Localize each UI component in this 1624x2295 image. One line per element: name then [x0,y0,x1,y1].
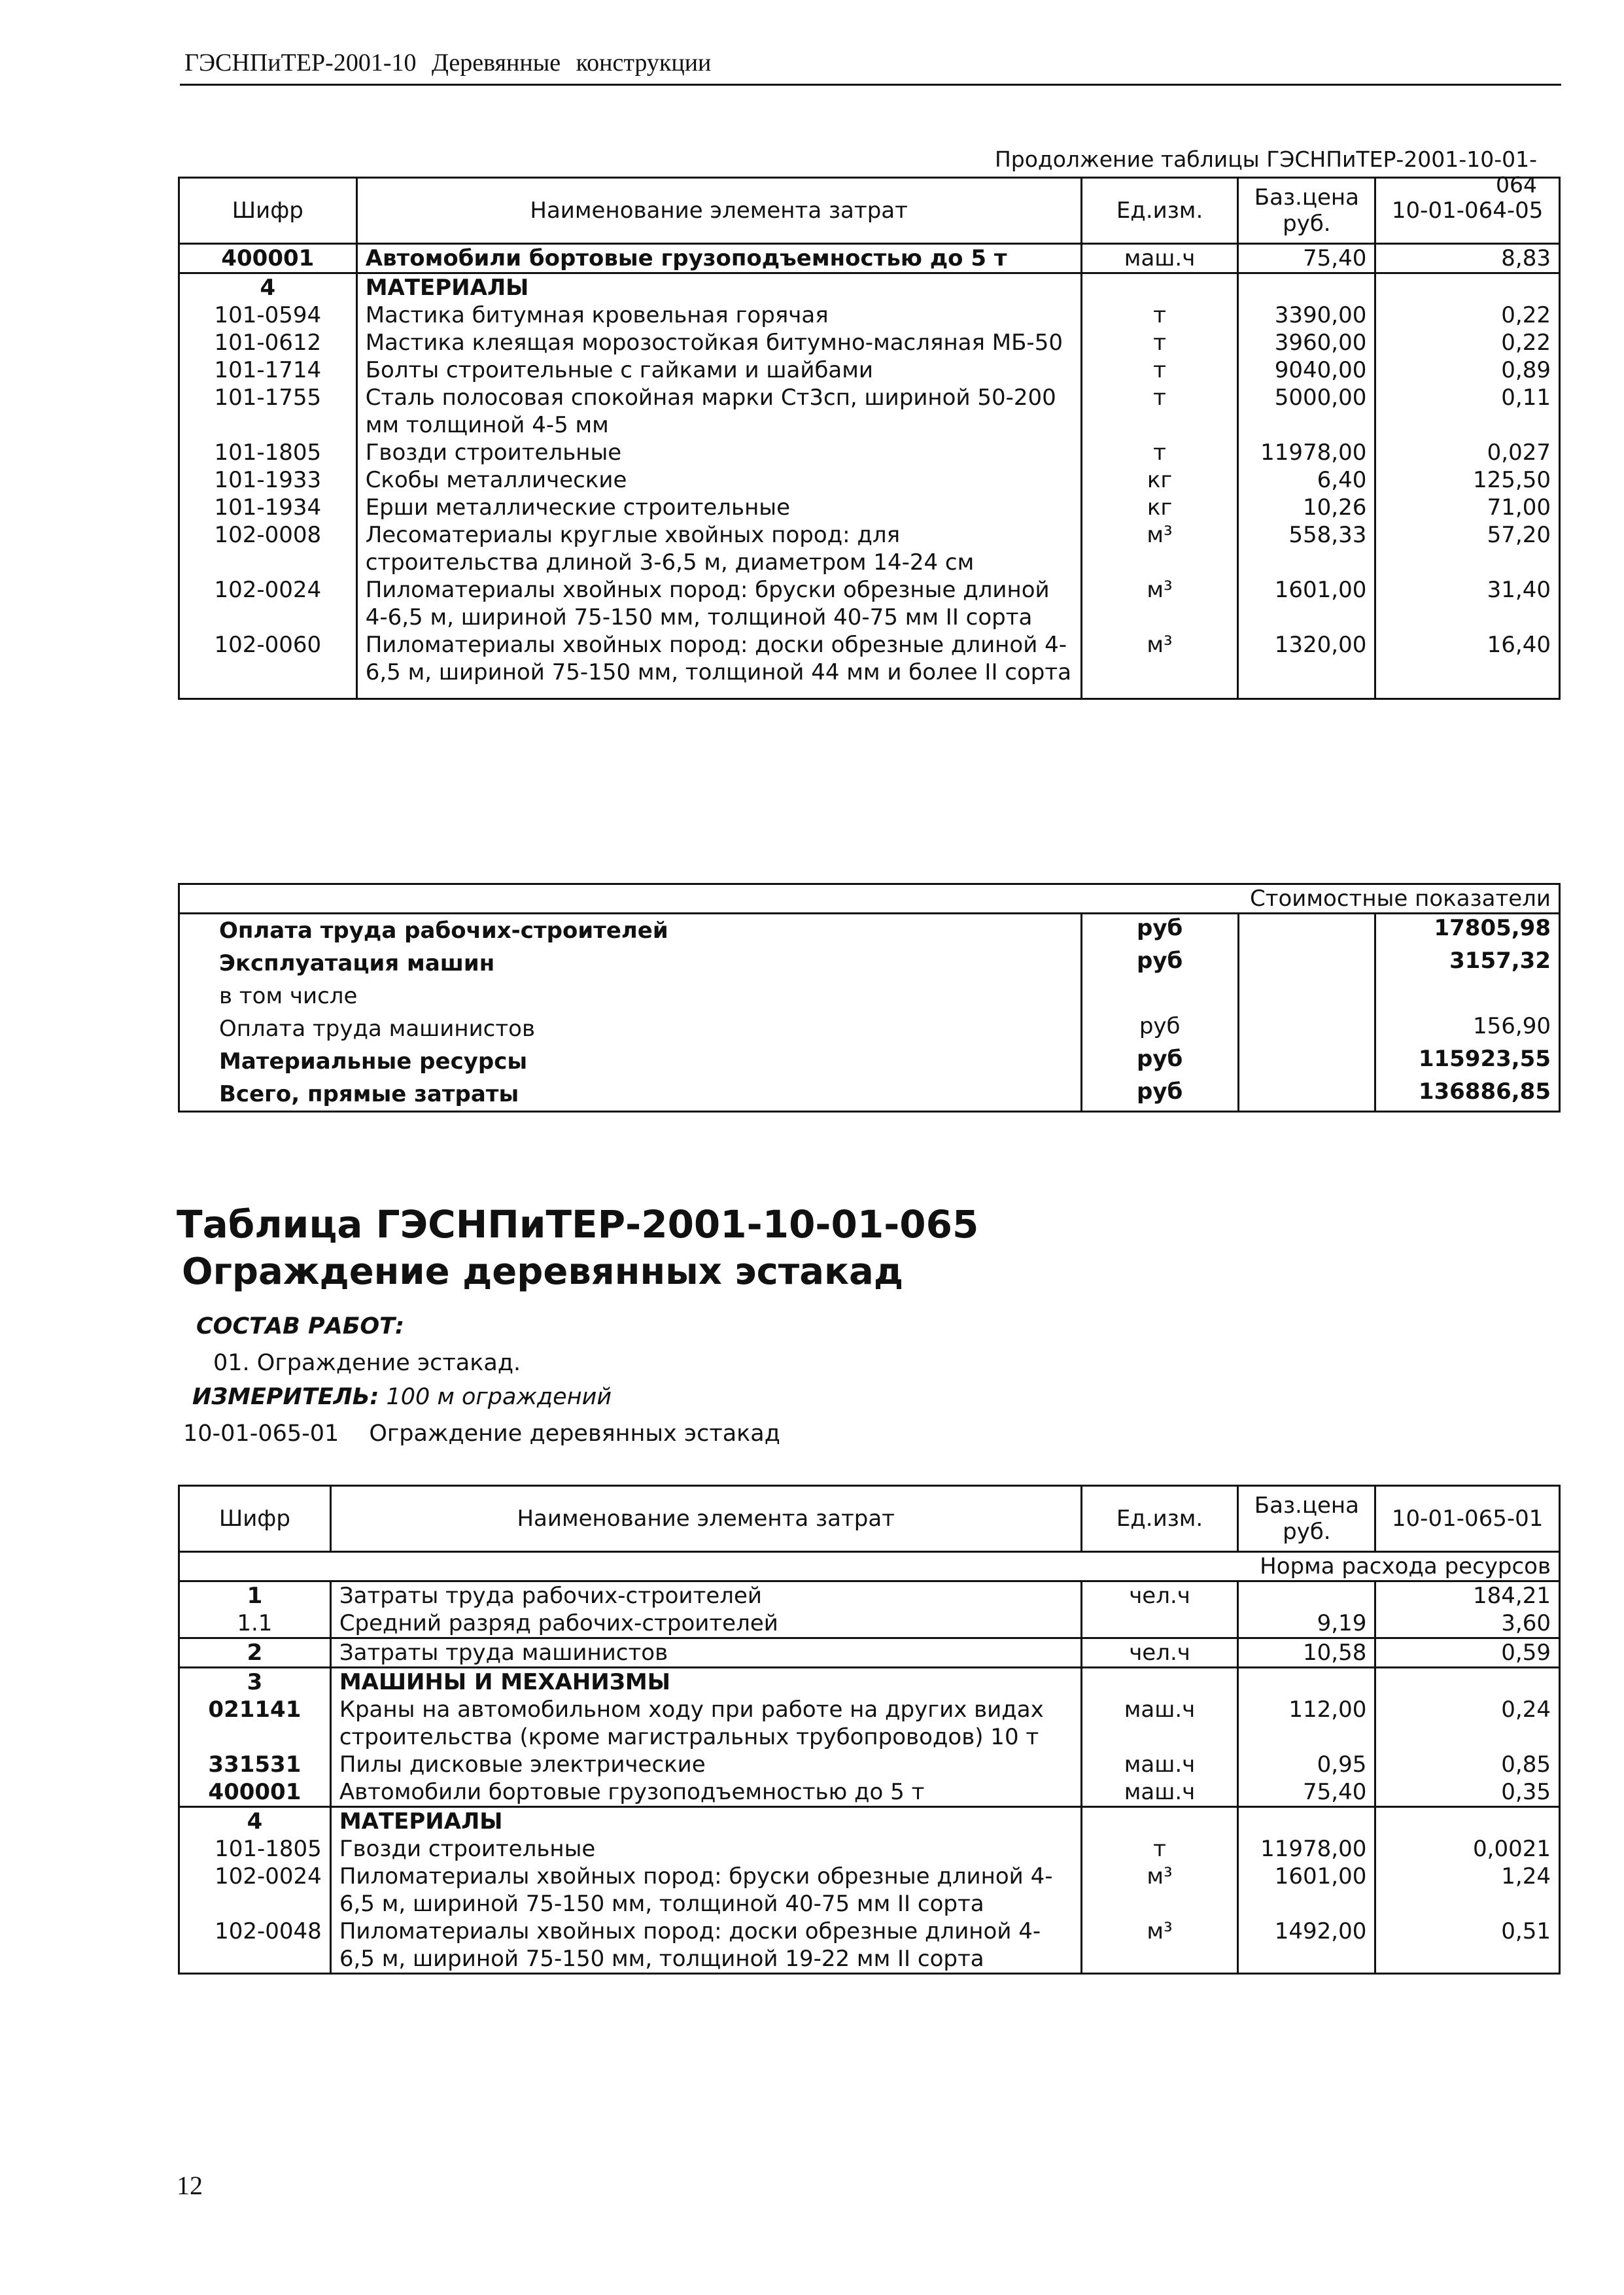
row-code: 101-1933 [214,467,322,493]
row-unit: м³ [1081,631,1238,699]
row-name: Средний разряд рабочих-строителей [330,1610,1081,1638]
row-name: Мастика битумная кровельная горячая [356,302,1081,329]
cost-label: Эксплуатация машин [219,950,495,976]
table-title: Таблица ГЭСНПиТЕР-2001-10-01-065 [177,1202,979,1247]
cost-row [179,1012,1560,1045]
row-value: 0,35 [1375,1778,1560,1807]
cost-unit: руб [1081,947,1238,980]
row-value: 0,22 [1375,302,1560,329]
row-price: 1601,00 [1238,1863,1375,1918]
row-name: Пиломатериалы хвойных пород: доски обрезные длиной 4-6,5 м, шириной 75-150 мм, толщиной 44 мм и более II сорта [356,631,1081,699]
row-name: Сталь полосовая спокойная марки Ст3сп, шириной 50-200 мм толщиной 4-5 мм [356,384,1081,439]
row-unit: т [1081,1835,1238,1863]
row-code: 3 [179,1668,331,1697]
table-row [179,1668,1560,1697]
row-value: 0,59 [1375,1638,1560,1668]
cost-label: Всего, прямые затраты [219,1081,519,1107]
row-name: МАТЕРИАЛЫ [330,1807,1081,1836]
row-code: 331531 [208,1751,302,1778]
row-unit: маш.ч [1081,1778,1238,1807]
table-row [179,494,1560,521]
row-unit [1081,1807,1238,1836]
row-price: 10,58 [1238,1638,1375,1668]
table-row [179,466,1560,494]
row-price: 5000,00 [1238,384,1375,439]
row-price [1238,1581,1375,1610]
row-unit: т [1081,439,1238,466]
row-value: 0,24 [1375,1696,1560,1751]
row-code: 102-0024 [214,577,322,603]
header-code: Шифр [179,1486,331,1552]
row-price: 3960,00 [1238,329,1375,356]
cost-row [179,914,1560,948]
measure-line [192,1384,612,1410]
row-value: 8,83 [1375,244,1560,273]
row-name: Автомобили бортовые грузоподъемностью до 5 т [356,244,1081,273]
cost-value [1375,980,1560,1012]
row-code: 101-1714 [214,357,322,383]
table-row [179,439,1560,466]
row-value: 0,89 [1375,356,1560,384]
row-price: 9040,00 [1238,356,1375,384]
table-064-continuation [178,177,1561,700]
row-name: МАТЕРИАЛЫ [356,273,1081,302]
table-row [179,521,1560,576]
row-code: 101-0594 [214,302,322,328]
cost-price [1238,1078,1375,1112]
row-code: 101-0612 [214,330,322,356]
row-value [1375,273,1560,302]
row-name: Пиломатериалы хвойных пород: доски обрезные длиной 4-6,5 м, шириной 75-150 мм, толщиной 19-22 мм II сорта [330,1918,1081,1974]
cost-value: 17805,98 [1375,914,1560,948]
row-code: 101-1805 [214,440,322,466]
norm-label: Норма расхода ресурсов [179,1552,1560,1581]
row-unit [1081,1610,1238,1638]
row-unit: маш.ч [1081,1696,1238,1751]
header-unit: Ед.изм. [1081,1486,1238,1552]
header-name: Наименование элемента затрат [330,1486,1081,1552]
header-col: 10-01-065-01 [1375,1486,1560,1552]
cost-label: Оплата труда рабочих-строителей [179,914,1082,948]
continuation-caption: Продолжение таблицы ГЭСНПиТЕР-2001-10-01-064 [994,147,1537,198]
cost-label: Оплата труда машинистов [219,1016,536,1042]
row-price: 75,40 [1238,244,1375,273]
table-row [179,1863,1560,1918]
row-unit: м³ [1081,1863,1238,1918]
table-row [179,1610,1560,1638]
row-price: 6,40 [1238,466,1375,494]
cost-unit: руб [1081,1078,1238,1112]
measure-value: 100 м ограждений [386,1384,612,1410]
table-header-row [179,178,1560,244]
row-price: 75,40 [1238,1778,1375,1807]
header-price: Баз.цена руб. [1238,1486,1375,1552]
row-unit: чел.ч [1081,1638,1238,1668]
work-composition-label: СОСТАВ РАБОТ: [196,1313,404,1339]
row-value: 0,11 [1375,384,1560,439]
row-name: Автомобили бортовые грузоподъемностью до 5 т [330,1778,1081,1807]
table-row [179,1778,1560,1807]
cost-unit: руб [1081,914,1238,948]
cost-unit: руб [1081,1012,1238,1045]
row-unit: м³ [1081,1918,1238,1974]
row-price: 11978,00 [1238,439,1375,466]
table-row [179,329,1560,356]
cost-price [1238,1012,1375,1045]
table-row [179,302,1560,329]
work-item: 01. Ограждение эстакад. [213,1350,521,1376]
table-row [179,1918,1560,1974]
cost-unit [1081,980,1238,1012]
row-name: Болты строительные с гайками и шайбами [356,356,1081,384]
row-code: 021141 [208,1697,302,1723]
row-value: 125,50 [1375,466,1560,494]
table-subtitle: Ограждение деревянных эстакад [182,1251,904,1293]
row-price: 0,95 [1238,1751,1375,1778]
table-row [179,1807,1560,1836]
row-price: 3390,00 [1238,302,1375,329]
row-unit: т [1081,384,1238,439]
row-value: 0,0021 [1375,1835,1560,1863]
row-unit: чел.ч [1081,1581,1238,1610]
row-code: 101-1805 [215,1836,322,1862]
cost-price [1238,1045,1375,1078]
row-code: 4 [179,1807,331,1836]
row-name: Гвозди строительные [356,439,1081,466]
cost-label: Материальные ресурсы [219,1048,528,1075]
page-number: 12 [177,2171,203,2200]
row-name: Пиломатериалы хвойных пород: бруски обрезные длиной 4-6,5 м, шириной 75-150 мм, толщиной 40-75 мм II сорта [330,1863,1081,1918]
header-code: Шифр [179,178,357,244]
row-value: 57,20 [1375,521,1560,576]
row-value [1375,1807,1560,1836]
header-col: 10-01-064-05 [1375,178,1560,244]
table-row [179,1696,1560,1751]
row-value: 31,40 [1375,576,1560,631]
cost-subheader: Стоимостные показатели [179,884,1560,914]
row-unit [1081,1668,1238,1697]
row-name: Краны на автомобильном ходу при работе на других видах строительства (кроме магистральных трубопроводов) 10 т [330,1696,1081,1751]
row-code: 102-0048 [215,1918,322,1944]
row-price: 9,19 [1238,1610,1375,1638]
row-code: 102-0060 [214,632,322,658]
cost-value: 115923,55 [1375,1045,1560,1078]
row-name: Лесоматериалы круглые хвойных пород: для строительства длиной 3-6,5 м, диаметром 14-24 см [356,521,1081,576]
table-row [179,1835,1560,1863]
row-unit: кг [1081,466,1238,494]
table-row [179,384,1560,439]
row-price [1238,1807,1375,1836]
row-value: 0,85 [1375,1751,1560,1778]
row-code: 4 [179,273,357,302]
row-value: 1,24 [1375,1863,1560,1918]
cost-subheader-row [179,884,1560,914]
table-row [179,576,1560,631]
table-row [179,273,1560,302]
norm-code-desc: Ограждение деревянных эстакад [369,1421,780,1447]
row-name: Затраты труда машинистов [330,1638,1081,1668]
cost-row [179,980,1560,1012]
table-row [179,1581,1560,1610]
row-unit [1081,273,1238,302]
header-rule [180,84,1561,86]
row-unit: м³ [1081,576,1238,631]
row-code: 2 [179,1638,331,1668]
row-code: 101-1934 [214,494,322,521]
row-unit: т [1081,302,1238,329]
table-row [179,244,1560,273]
norm-row [179,1552,1560,1581]
norm-code: 10-01-065-01 [183,1421,339,1447]
row-price: 10,26 [1238,494,1375,521]
row-code: 400001 [221,245,315,271]
running-header: ГЭСНПиТЕР-2001-10 Деревянные конструкции [184,49,712,77]
row-price: 558,33 [1238,521,1375,576]
row-unit: т [1081,356,1238,384]
row-price: 11978,00 [1238,1835,1375,1863]
row-name: Пилы дисковые электрические [330,1751,1081,1778]
row-name: Затраты труда рабочих-строителей [330,1581,1081,1610]
cost-price [1238,947,1375,980]
row-value: 184,21 [1375,1581,1560,1610]
header-price: Баз.цена руб. [1238,178,1375,244]
row-name: Гвозди строительные [330,1835,1081,1863]
table-row [179,1751,1560,1778]
cost-price [1238,914,1375,948]
header-name: Наименование элемента затрат [356,178,1081,244]
cost-value: 3157,32 [1375,947,1560,980]
row-value: 3,60 [1375,1610,1560,1638]
norm-code-line [183,1421,780,1447]
cost-value: 156,90 [1375,1012,1560,1045]
row-name: Пиломатериалы хвойных пород: бруски обрезные длиной 4-6,5 м, шириной 75-150 мм, толщиной 40-75 мм II сорта [356,576,1081,631]
cost-row [179,1078,1560,1112]
row-code: 102-0024 [215,1863,322,1889]
row-unit: м³ [1081,521,1238,576]
cost-summary-table [178,883,1561,1113]
row-name: МАШИНЫ И МЕХАНИЗМЫ [330,1668,1081,1697]
row-code: 101-1755 [214,385,322,411]
cost-row [179,947,1560,980]
cost-label: в том числе [219,983,358,1009]
row-price [1238,1668,1375,1697]
row-unit: кг [1081,494,1238,521]
row-value: 16,40 [1375,631,1560,699]
row-name: Мастика клеящая морозостойкая битумно-масляная МБ-50 [356,329,1081,356]
row-price: 1601,00 [1238,576,1375,631]
table-row [179,631,1560,699]
cost-value: 136886,85 [1375,1078,1560,1112]
row-price: 112,00 [1238,1696,1375,1751]
row-unit: т [1081,329,1238,356]
row-price: 1320,00 [1238,631,1375,699]
row-name: Скобы металлические [356,466,1081,494]
row-code: 102-0008 [214,522,322,548]
cost-row [179,1045,1560,1078]
row-code: 1.1 [237,1610,273,1636]
row-value: 71,00 [1375,494,1560,521]
table-065 [178,1485,1561,1975]
row-value: 0,027 [1375,439,1560,466]
row-value: 0,51 [1375,1918,1560,1974]
row-value: 0,22 [1375,329,1560,356]
row-code: 1 [247,1583,263,1609]
row-price [1238,273,1375,302]
header-unit: Ед.изм. [1081,178,1238,244]
table-row [179,1638,1560,1668]
row-code: 400001 [208,1779,302,1805]
cost-price [1238,980,1375,1012]
measure-label: ИЗМЕРИТЕЛЬ: [192,1384,379,1410]
table-header-row [179,1486,1560,1552]
table-row [179,356,1560,384]
row-price: 1492,00 [1238,1918,1375,1974]
row-name: Ерши металлические строительные [356,494,1081,521]
row-unit: маш.ч [1081,1751,1238,1778]
cost-unit: руб [1081,1045,1238,1078]
row-value [1375,1668,1560,1697]
row-unit: маш.ч [1081,244,1238,273]
